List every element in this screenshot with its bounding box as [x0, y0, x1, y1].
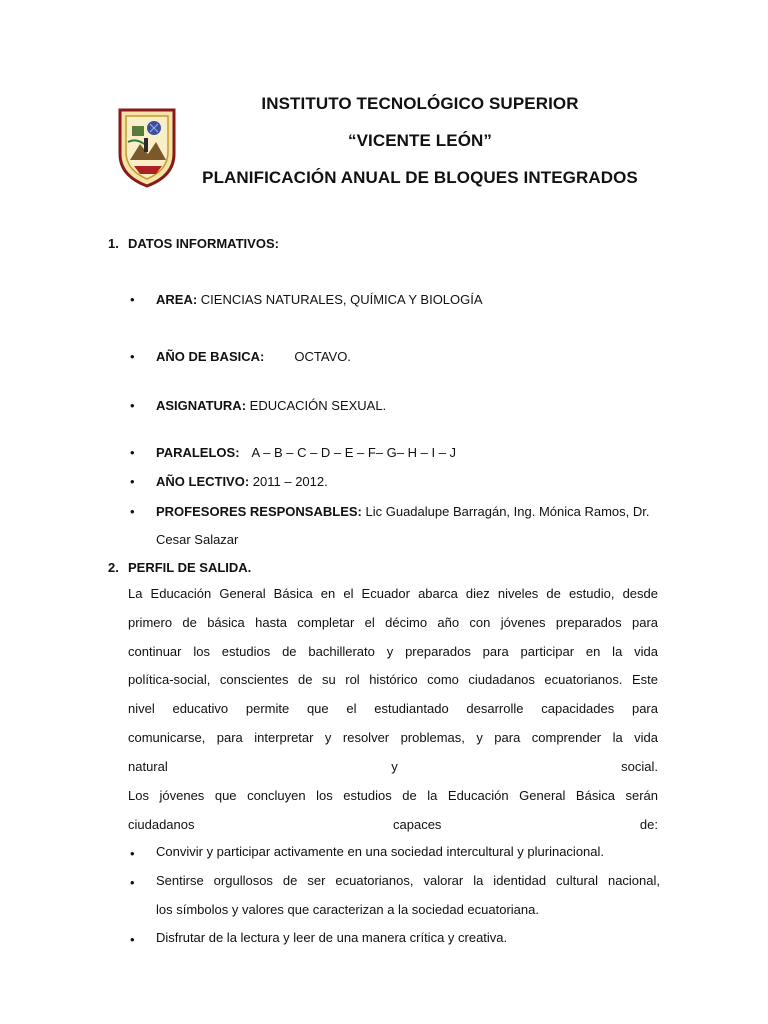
document-title: PLANIFICACIÓN ANUAL DE BLOQUES INTEGRADOS	[202, 168, 638, 187]
bullet-icon: •	[130, 292, 135, 307]
perfil-paragraph-1: La Educación General Básica en el Ecuador abarca diez niveles de estudio, desde primero de básica hasta completar el décimo año con jóvenes preparados para continuar los estudios de bachillerato y preparados para participar en la vida política-social, conscientes de su rol histórico como ciudadanos ecuatorianos. Este nivel educativo permite que el estudiantado desarrolle capacidades para comunicarse, para interpretar y resolver problemas, y para comprender la vida natural y social.	[128, 586, 658, 774]
document-page: INSTITUTO TECNOLÓGICO SUPERIOR “VICENTE LEÓN” PLANIFICACIÓN ANUAL DE BLOQUES INTEGRADOS 1. DATOS INFORMATIVOS: • AREA: CIENCIAS NATURALES, QUÍMICA Y BIOLOGÍA • AÑO DE BASICA: OCTAVO. • ASIGNATURA: EDUCACIÓN SEXUAL. • PARALELOS: A – B – C – D – E – F– G– H – I – J • AÑO LECTIVO: 2011 – 2012. • PROFESORES RESPONSABLES: Lic Guadalupe Barragán, Ing. Mónica Ramos, Dr. Cesar Salazar 2. PERFIL DE SALIDA. La Educación General Básica en el Ecuador abarca diez niveles de estudio, desde primero de básica hasta completar el décimo año con jóvenes preparados para continuar los estudios de bachillerato y preparados para participar en la vida política-social, conscientes de su rol histórico como ciudadanos ecuatorianos. Este nivel educativo permite que el estudiantado desarrolle capacidades para comunicarse, para interpretar y resolver problemas, y para comprender la vida natural y social. Los jóvenes que concluyen los estudios de la Educación General Básica serán ciudadanos capaces de: • Convivir y participar activamente en una sociedad intercultural y plurinacional. • Sentirse orgullosos de ser ecuatorianos, valorar la identidad cultural nacional, los símbolos y valores que caracterizan a la sociedad ecuatoriana. • Disfrutar de la lectura y leer de una manera crítica y creativa.	[0, 0, 768, 1024]
institution-crest-logo	[116, 104, 178, 188]
bullet-icon: •	[130, 349, 135, 364]
section-1-heading: 1. DATOS INFORMATIVOS:	[108, 236, 279, 251]
perfil-paragraph-2: Los jóvenes que concluyen los estudios de la Educación General Básica serán ciudadanos capaces de:	[128, 788, 658, 832]
institution-subname: “VICENTE LEÓN”	[347, 131, 493, 150]
document-header	[190, 90, 650, 201]
bullet-icon: •	[130, 445, 135, 460]
bullet-icon: •	[130, 846, 135, 861]
bullet-icon: •	[130, 875, 135, 890]
profesores-continuation: Cesar Salazar	[156, 532, 239, 547]
bullet-icon: •	[130, 932, 135, 947]
bullet-icon: •	[130, 398, 135, 413]
section-2-heading: 2. PERFIL DE SALIDA.	[108, 560, 252, 575]
bullet-icon: •	[130, 474, 135, 489]
institution-name: INSTITUTO TECNOLÓGICO SUPERIOR	[261, 94, 579, 113]
bullet-icon: •	[130, 504, 135, 519]
